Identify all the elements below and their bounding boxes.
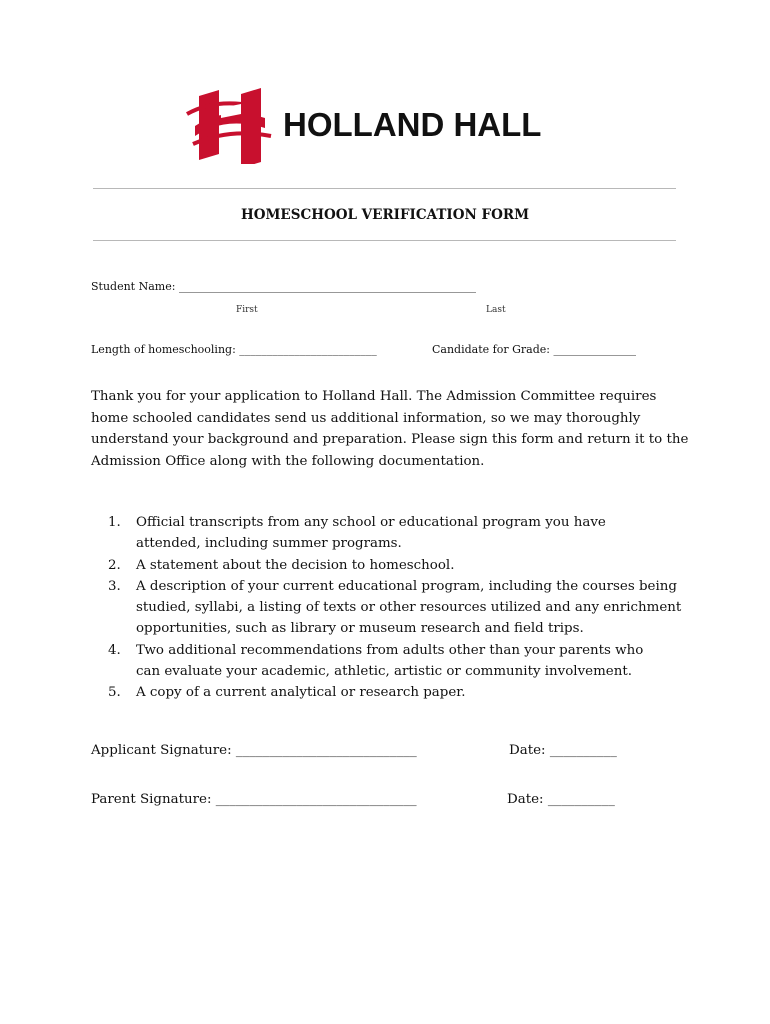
parent-date-label: Date: [507, 792, 544, 807]
intro-line: home schooled candidates send us additional information, so we may thoroughly [91, 410, 641, 426]
bottom-divider [93, 240, 676, 241]
list-item-text: Two additional recommendations from adults other than your parents who [136, 642, 644, 658]
list-item-text: attended, including summer programs. [136, 536, 402, 552]
list-item-text: A description of your current educational program, including the courses being [136, 578, 677, 594]
intro-line: Admission Office along with the following documentation. [91, 453, 485, 469]
length-homeschooling-field[interactable]: _________________________ [239, 343, 377, 356]
student-name-label: Student Name: [91, 280, 176, 293]
documentation-list [108, 512, 681, 704]
list-item-text: A copy of a current analytical or research paper. [136, 685, 466, 701]
candidate-grade-field[interactable]: _______________ [553, 343, 636, 356]
list-item-text: opportunities, such as library or museum research and field trips. [136, 621, 584, 637]
list-item [108, 640, 681, 683]
student-name-row [91, 280, 476, 293]
candidate-grade-row [432, 343, 636, 356]
top-divider [93, 188, 676, 189]
logo-wordmark: HOLLAND HALL [283, 106, 542, 143]
length-homeschooling-row [91, 343, 377, 356]
list-item-number: 5. [108, 685, 121, 701]
applicant-signature-field[interactable]: ___________________________ [235, 743, 417, 758]
list-item [108, 682, 681, 703]
applicant-date-row [509, 743, 617, 758]
logo-svg [185, 84, 585, 164]
list-item-text: A statement about the decision to homeschool. [136, 557, 455, 573]
list-item-number: 3. [108, 578, 121, 594]
list-item [108, 555, 681, 576]
parent-signature-row [91, 792, 417, 807]
parent-signature-label: Parent Signature: [91, 792, 212, 807]
intro-line: understand your background and preparation. Please sign this form and return it to the [91, 432, 689, 447]
form-title: HOMESCHOOL VERIFICATION FORM [240, 207, 530, 223]
list-item-text: studied, syllabi, a listing of texts or other resources utilized and any enrichment [136, 600, 682, 616]
list-item-text: can evaluate your academic, athletic, artistic or community involvement. [136, 664, 632, 680]
list-item-number: 4. [108, 642, 121, 658]
list-item [108, 576, 681, 640]
student-name-field[interactable]: ______________________________________________________ [178, 280, 476, 293]
holland-hall-logo [185, 84, 585, 164]
parent-date-field[interactable]: __________ [547, 792, 615, 807]
intro-paragraph [91, 386, 691, 472]
intro-line: Thank you for your application to Holland Hall. The Admission Committee requires [91, 389, 657, 404]
list-item-number: 1. [108, 515, 121, 530]
candidate-grade-label: Candidate for Grade: [432, 343, 550, 356]
applicant-signature-row [91, 743, 417, 758]
list-item-number: 2. [108, 557, 121, 573]
last-caption: Last [486, 305, 506, 315]
length-homeschooling-label: Length of homeschooling: [91, 343, 236, 356]
applicant-signature-label: Applicant Signature: [91, 743, 232, 758]
parent-date-row [507, 792, 615, 807]
list-item [108, 512, 681, 555]
applicant-date-label: Date: [509, 743, 546, 758]
list-item-text: Official transcripts from any school or educational program you have [136, 515, 606, 530]
holland-hall-h-emblem-icon [187, 88, 271, 164]
first-caption: First [236, 305, 258, 315]
applicant-date-field[interactable]: __________ [549, 743, 617, 758]
parent-signature-field[interactable]: ______________________________ [215, 792, 417, 807]
